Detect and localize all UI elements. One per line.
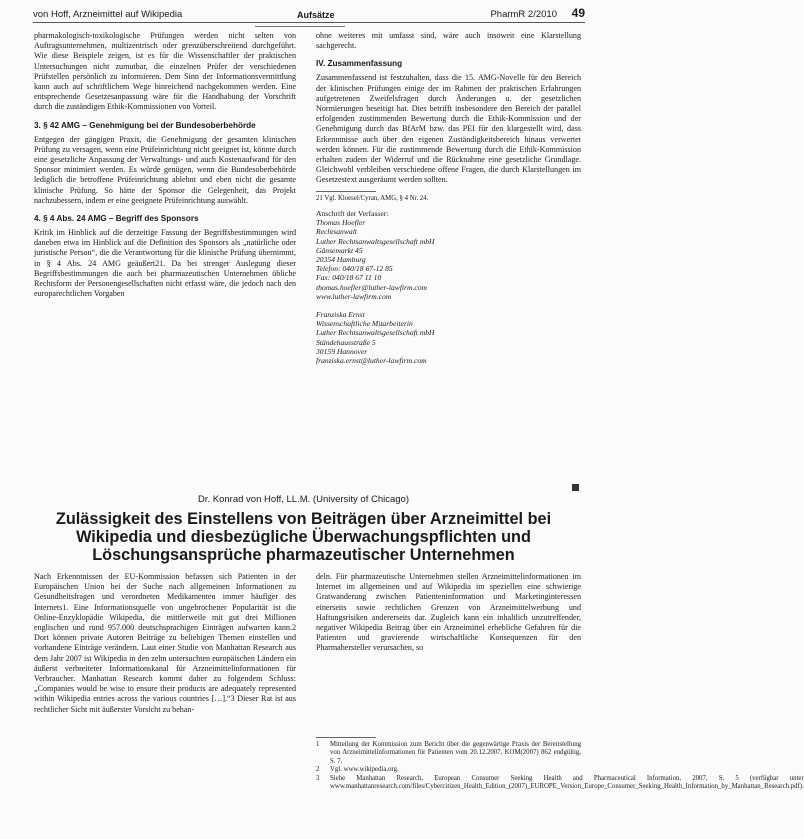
paragraph: deln. Für pharmazeutische Unternehmen stellen Arzneimittelinformationen im Internet im allgemeinen und auf Wikipedia im speziellen eine schwierige Gratwanderung zwischen Patienteninformation und Marketinginteressen einerseits sowie rechtlichen Grenzen von Arzneimittelwerbung und Haftungsrisiken andererseits dar. Zugleich kann ein inhaltlich unzutreffender, negativer Wikipedia Beitrag über ein Arzneimittel erhebliche Gefahren für die Patienten und gravierende wirtschaftliche Konsequenzen für den Pharmahersteller verursachen, so: [316, 572, 581, 653]
footnote-text: Siehe Manhattan Research, European Consumer Seeking Health and Pharmaceutical Information, 2007, S. 5 (verfügbar unter www.manhattanresearch.com/files/Cybercitizen_Health_Edition_(2007)_EUROPE_Version_Europe_Consumer_Seeking_Health_Information_by_Manhattan_Research.pdf).: [330, 774, 804, 791]
address-line: Gänsemarkt 45: [316, 245, 363, 255]
address-line: Fax: 040/18 67 11 10: [316, 273, 382, 283]
footnote-item: [316, 766, 581, 774]
article-title: Zulässigkeit des Einstellens von Beiträgen über Arzneimittel bei Wikipedia und diesbezügliche Überwachungspflichten und Löschungsansprüche pharmazeutischer Unternehmen: [55, 510, 552, 565]
address-line: Thomas Hoefler: [316, 218, 366, 228]
author-address: [316, 209, 581, 365]
end-of-article-mark: [572, 484, 579, 491]
paragraph: ohne weiteres mit umfasst sind, wäre auch insoweit eine Klarstellung sachgerecht.: [316, 31, 581, 51]
top-right-column: [316, 31, 581, 365]
header-journal: PharmR 2/2010: [490, 9, 557, 20]
header-section: Aufsätze: [297, 10, 335, 20]
footnote-text: Vgl. www.wikipedia.org.: [330, 766, 399, 774]
address-line: thomas.hoefler@luther-lawfirm.com: [316, 282, 428, 292]
header-rule: [33, 22, 585, 23]
address-line: Rechtsanwalt: [316, 227, 357, 237]
address-line: 30159 Hannover: [316, 346, 368, 356]
footnote-list: [316, 741, 804, 791]
address-block-1: [316, 218, 581, 301]
footnote-number: 1: [316, 741, 320, 748]
address-line: Luther Rechtsanwaltsgesellschaft mbH: [316, 328, 435, 338]
footnote-number: 2: [316, 766, 320, 774]
address-line: Luther Rechtsanwaltsgesellschaft mbH: [316, 236, 435, 246]
footnote-item: [316, 741, 581, 766]
article-author: Dr. Konrad von Hoff, LL.M. (University of Chicago): [197, 494, 410, 505]
section-heading: 3. § 42 AMG – Genehmigung bei der Bundesoberbehörde: [34, 120, 256, 130]
footnote-number: 3: [316, 774, 320, 782]
footnote-text: Mitteilung der Kommission zum Bericht über die gegenwärtige Praxis der Bereitstellung von Arzneimittelinformationen für Patienten vom 20.12.2007, KOM(2007) 862 endgültig, S. 7.: [330, 741, 581, 765]
address-block-2: [316, 310, 581, 365]
footnote-rule: [316, 737, 376, 738]
paragraph: Zusammenfassend ist festzuhalten, dass die 15. AMG-Novelle für den Bereich der klinischen Prüfungen einige der im Rahmen der praktischen Erfahrungen aufgetretenen Zweifelsfragen durch Änderungen u. der gesetzlichen Normierungen beseitigt hat. Dies betrifft insbesondere den Bereich der parallel erfolgenden zustimmenden Bewertung durch die Ethik-Kommission und der Genehmigung durch das BfArM bzw. das PEI für den klargestellt wird, dass Erkenntnisse auch über den eigenen Zuständigkeitsbereich hinaus verwertet werden können. Für die zustimmende Bewertung durch die Ethik-Kommission erhalten zudem der Widerruf und die Rücknahme eine gesetzliche Grundlage. Gleichwohl verbleiben verschiedene offene Fragen, die durch Klarstellungen im Gesetzestext ausgeräumt werden sollten.: [316, 73, 581, 185]
address-label: Anschrift der Verfasser:: [316, 209, 389, 219]
top-left-column: [34, 31, 296, 299]
address-line: Wissenschaftliche Mitarbeiterin: [316, 319, 413, 329]
header-author: von Hoff, Arzneimittel auf Wikipedia: [33, 9, 183, 20]
address-line: franziska.ernst@luther-lawfirm.com: [316, 356, 427, 366]
address-line: 20354 Hamburg: [316, 255, 366, 265]
paragraph: Entgegen der gängigen Praxis, die Genehmigung der gesamten klinischen Prüfung zu versagen, wenn eine Prüfeinrichtung nicht geeignet ist, könnte durch eine gesetzliche Anpassung der Verwaltungs- und auch Kostenaufwand für den Sponsor minimiert werden. Es würde genügen, wenn die Bundesoberbehörde lediglich die betroffene Prüfeinrichtung ablehnt und eben nicht die gesamte klinische Prüfung. So hätte der Sponsor die Gelegenheit, das Projekt nachzubessern, indem er eine geeignete Prüfeinrichtung auswählt.: [34, 134, 296, 205]
address-line: Ständehausstraße 5: [316, 337, 376, 347]
footnote: 21 Vgl. Kloesel/Cyran, AMG, § 4 Nr. 24.: [316, 194, 429, 202]
paragraph: Nach Erkenntnissen der EU-Kommission befassen sich Patienten in der Europäischen Union bei der Suche nach allgemeinen Informationen zu Gesundheitsfragen und verordneten Medikamenten immer häufiger des Internets1. Eine Informationsquelle von ungebrochener Popularität ist die Online-Enzyklopädie Wikipedia, die mittlerweile mit gut drei Millionen englischen und rund 957.000 deutschsprachigen Einträgen aufwarten kann.2 Dort können private Autoren Beiträge zu beliebigen Themen einstellen und vorhandene Einträge verändern. Laut einer Studie von Manhattan Research aus dem Jahr 2007 ist Wikipedia in den zehn untersuchten europäischen Ländern ein äußerst verbreiteter Informationskanal für Arzneimittelinformationen für Verbraucher. Manhattan Research kommt daher zu folgendem Schluss: „Companies would be wise to ensure their products are adequately represented within Wikipedia entries across the various countries […].“3 Dieser Rat ist aus rechtlicher Sicht mit äußerster Vorsicht zu behan-: [34, 572, 296, 714]
section-heading: IV. Zusammenfassung: [316, 59, 403, 69]
address-line: Franziska Ernst: [316, 310, 365, 320]
footnote-item: [316, 774, 804, 792]
paragraph: Kritik im Hinblick auf die derzeitige Fassung der Begriffsbestimmungen wird daneben etwa im Hinblick auf die Definition des Sponsors als „natürliche oder juristische Person“, die die Verantwortung für die klinische Prüfung übernimmt, in § 4 Abs. 24 AMG geäußert21. Da bei strenger Auslegung dieser Begriffsbestimmungen die auch bei pharmazeutischen Unternehmen übliche Rechtsform der Personengesellschaften nicht erfasst wäre, die jedoch nach den europarechtlichen Vorgaben: [34, 228, 296, 299]
page-number: 49: [571, 6, 585, 20]
article-footnotes: [316, 732, 804, 791]
footnote-rule: [316, 191, 376, 192]
section-rule: [255, 26, 345, 27]
address-line: www.luther-lawfirm.com: [316, 291, 392, 301]
address-line: Telefon: 040/18 67-12 85: [316, 264, 393, 274]
article-left-column: [34, 572, 296, 715]
article-right-column: [316, 572, 581, 654]
section-heading: 4. § 4 Abs. 24 AMG – Begriff des Sponsors: [34, 214, 199, 224]
paragraph: pharmakologisch-toxikologische Prüfungen werden nicht selten von Auftragsunternehmen, multizentrisch oder grenzüberschreitend durchgeführt. Wie diese Beispiele zeigen, ist es für die Wissenschaftler der praktischen Untersuchungen nicht zumutbar, die einzelnen Prüfer der verschiedenen Prüfstellen persönlich zu informieren. Dem Sinn der Informationsvermittlung kann auch auf schriftlichem Wege hinreichend nachgekommen werden. Eine entsprechende Gesetzesanpassung wäre für die Handhabung der Vorschrift durch die zuständigen Ethik-Kommissionen von Vorteil.: [34, 31, 296, 112]
